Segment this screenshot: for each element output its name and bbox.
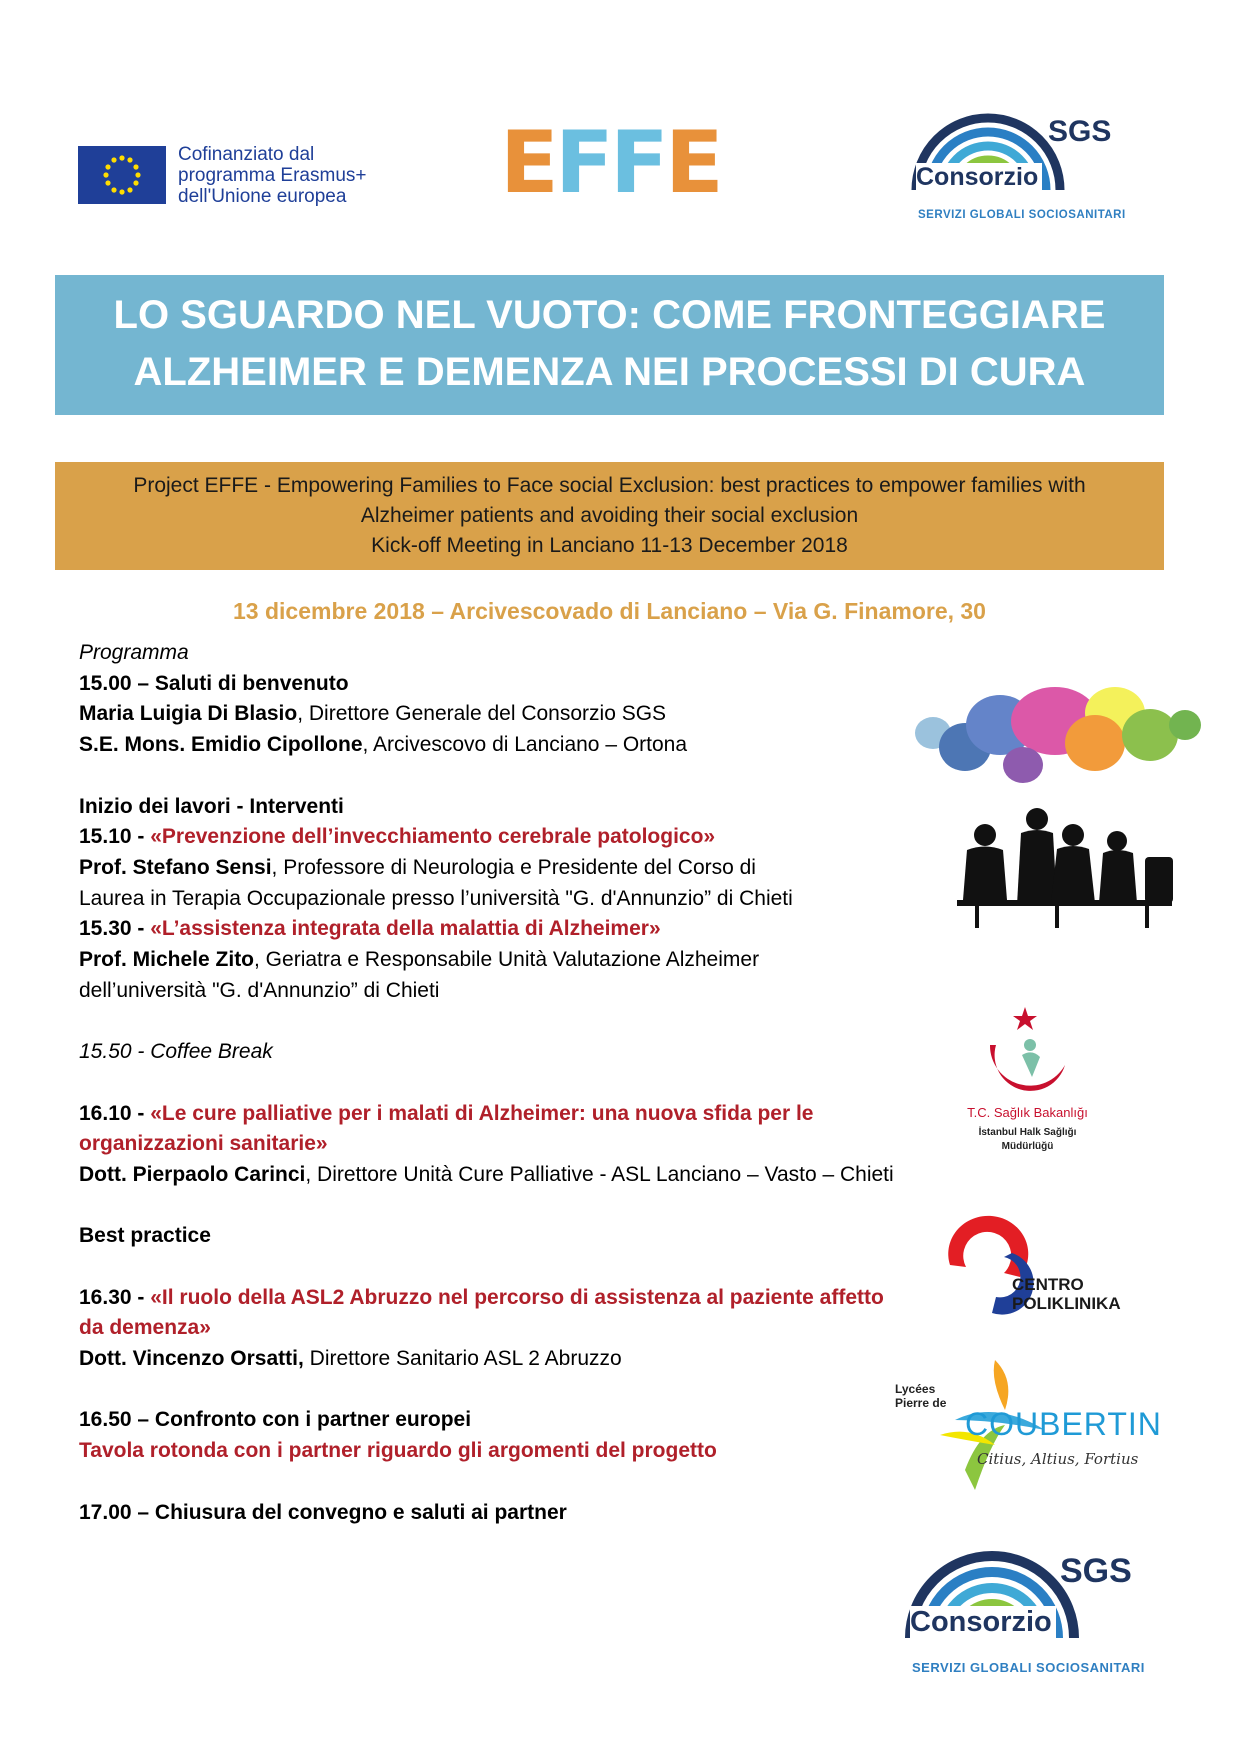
speaker-role: , Direttore Unità Cure Palliative - ASL Lanciano – Vasto – Chieti bbox=[305, 1162, 894, 1186]
project-line: Kick-off Meeting in Lanciano 11-13 December 2018 bbox=[371, 534, 848, 557]
programme bbox=[79, 638, 909, 1528]
title-line: LO SGUARDO NEL VUOTO: COME FRONTEGGIARE bbox=[113, 293, 1106, 337]
coubertin-name: COUBERTIN bbox=[965, 1406, 1162, 1442]
section-heading: Inizio dei lavori - Interventi bbox=[79, 794, 344, 818]
speech-bubbles-illustration bbox=[905, 685, 1205, 790]
speaker-role: , Arcivescovo di Lanciano – Ortona bbox=[362, 733, 688, 757]
agenda-time: 16.30 - bbox=[79, 1285, 151, 1309]
lycees-coubertin-logo bbox=[895, 1350, 1162, 1500]
speaker-line bbox=[79, 1344, 909, 1375]
agenda-item: 17.00 – Chiusura del convegno e saluti ai partner bbox=[79, 1500, 567, 1524]
speaker-name: Maria Luigia Di Blasio bbox=[79, 702, 298, 726]
saglik-line: Müdürlüğü bbox=[1001, 1141, 1054, 1152]
project-line: Project EFFE - Empowering Families to Face social Exclusion: best practices to empower families with bbox=[133, 474, 1086, 497]
speaker-role: , Geriatra e Responsabile Unità Valutazione Alzheimer dell’università "G. d'Annunzio” di Chieti bbox=[79, 948, 760, 1002]
speaker-line bbox=[79, 730, 909, 761]
agenda-item bbox=[79, 822, 909, 853]
crescent-star-icon bbox=[970, 1005, 1080, 1105]
meeting-silhouette-illustration bbox=[945, 805, 1175, 930]
sgs-consorzio-logo-bottom bbox=[902, 1530, 1162, 1680]
project-line: Alzheimer patients and avoiding their social exclusion bbox=[360, 504, 859, 527]
effe-balloon-logo bbox=[500, 115, 730, 225]
saglik-line: T.C. Sağlık Bakanlığı bbox=[967, 1105, 1088, 1120]
speaker-role: Direttore Sanitario ASL 2 Abruzzo bbox=[303, 1347, 622, 1371]
coubertin-small: Lycées Pierre de bbox=[895, 1382, 947, 1410]
coubertin-motto: Citius, Altius, Fortius bbox=[977, 1450, 1139, 1468]
event-date-location: 13 dicembre 2018 – Arcivescovado di Lanciano – Via G. Finamore, 30 bbox=[233, 598, 986, 624]
speaker-line bbox=[79, 699, 909, 730]
sgs-name: Consorzio bbox=[910, 1606, 1056, 1639]
eu-erasmus-logo bbox=[78, 138, 468, 214]
speaker-line bbox=[79, 853, 819, 914]
speaker-role: , Direttore Generale del Consorzio SGS bbox=[297, 702, 667, 726]
sgs-brand: SGS bbox=[1060, 1552, 1132, 1590]
round-table: Tavola rotonda con i partner riguardo gli argomenti del progetto bbox=[79, 1439, 717, 1463]
talk-title: «L’assistenza integrata della malattia di Alzheimer» bbox=[150, 917, 661, 941]
agenda-item: 16.50 – Confronto con i partner europei bbox=[79, 1408, 472, 1432]
saglik-line: İstanbul Halk Sağlığı bbox=[978, 1127, 1077, 1138]
speaker-line bbox=[79, 945, 849, 1006]
sgs-brand: SGS bbox=[1048, 115, 1112, 148]
sgs-subtitle: SERVIZI GLOBALI SOCIOSANITARI bbox=[912, 1660, 1145, 1675]
poliklinika-name: CENTRO POLIKLINIKA bbox=[1012, 1275, 1121, 1313]
effe-letter: F bbox=[610, 113, 669, 213]
effe-letter: E bbox=[500, 113, 559, 213]
coffee-break: 15.50 - Coffee Break bbox=[79, 1040, 273, 1064]
agenda-time: 15.10 - bbox=[79, 825, 151, 849]
sgs-name: Consorzio bbox=[916, 163, 1042, 192]
speaker-role: , Professore di Neurologia e Presidente del Corso di Laurea in Terapia Occupazionale presso l’università "G. d'Annunzio” di Chieti bbox=[79, 855, 793, 910]
talk-title: «Il ruolo della ASL2 Abruzzo nel percorso di assistenza al paziente affetto da demenza» bbox=[79, 1285, 884, 1340]
effe-letter: F bbox=[555, 113, 614, 213]
speaker-name: Dott. Vincenzo Orsatti, bbox=[79, 1347, 304, 1371]
sgs-consorzio-logo bbox=[908, 95, 1140, 230]
agenda-item bbox=[79, 1099, 889, 1160]
effe-letter: E bbox=[665, 113, 724, 213]
talk-title: «Le cure palliative per i malati di Alzheimer: una nuova sfida per le organizzazioni sanitarie» bbox=[79, 1101, 814, 1156]
title-line: ALZHEIMER E DEMENZA NEI PROCESSI DI CURA bbox=[133, 350, 1086, 394]
title-banner bbox=[55, 275, 1164, 415]
eu-cofinancing-text: Cofinanziato dal programma Erasmus+ dell'Unione europea bbox=[178, 144, 367, 207]
agenda-item bbox=[79, 914, 909, 945]
speaker-name: Prof. Stefano Sensi bbox=[79, 855, 272, 879]
agenda-time: 15.30 - bbox=[79, 917, 151, 941]
speaker-name: Prof. Michele Zito bbox=[79, 948, 255, 972]
agenda-time: 16.10 - bbox=[79, 1101, 151, 1125]
programme-heading: Programma bbox=[79, 641, 189, 664]
speaker-name: S.E. Mons. Emidio Cipollone bbox=[79, 733, 363, 757]
talk-title: «Prevenzione dell’invecchiamento cerebrale patologico» bbox=[150, 825, 716, 849]
agenda-item bbox=[79, 1283, 889, 1344]
sgs-subtitle: SERVIZI GLOBALI SOCIOSANITARI bbox=[918, 209, 1126, 221]
centro-poliklinika-logo bbox=[930, 1215, 1125, 1335]
eu-flag-icon bbox=[78, 146, 166, 204]
speaker-name: Dott. Pierpaolo Carinci bbox=[79, 1162, 306, 1186]
section-heading: Best practice bbox=[79, 1224, 211, 1248]
project-info-box bbox=[55, 462, 1164, 570]
saglik-bakanligi-logo bbox=[955, 1005, 1100, 1175]
agenda-item: 15.00 – Saluti di benvenuto bbox=[79, 671, 349, 695]
speaker-line bbox=[79, 1160, 909, 1191]
